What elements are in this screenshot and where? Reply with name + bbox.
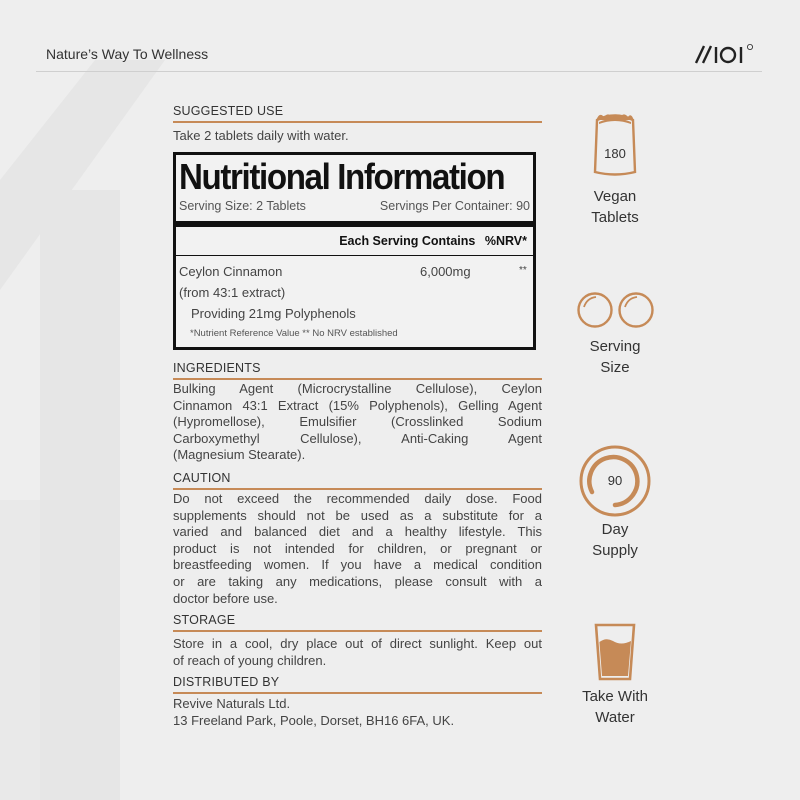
suggested-use-title: SUGGESTED USE (173, 104, 284, 118)
caution-divider (173, 488, 542, 490)
serving-size-label-line2: Size (600, 359, 630, 376)
pouch-icon (591, 110, 639, 178)
dial-icon (578, 444, 652, 518)
distributed-by-divider (173, 692, 542, 694)
vegan-tablets-label-line2: Tablets (591, 209, 639, 226)
ingredient-name: Ceylon Cinnamon (179, 264, 283, 279)
product-info-panel (173, 0, 543, 800)
day-supply-label (565, 519, 665, 561)
caution-line: product is not intended for children, or pregnant or (173, 540, 542, 556)
serving-size: Serving Size: 2 Tablets (179, 199, 306, 213)
each-serving-label: Each Serving Contains (339, 234, 476, 248)
ingredients-text (173, 381, 542, 464)
take-with-water-label-line2: Water (595, 709, 635, 726)
vegan-tablets-label (565, 186, 665, 228)
nutrition-title: Nutritional Information (179, 156, 505, 197)
storage-title: STORAGE (173, 613, 236, 627)
caution-title: CAUTION (173, 471, 231, 485)
brand-logo (694, 42, 758, 66)
caution-line: varied and balanced diet and a healthy lifestyle. This (173, 524, 542, 540)
servings-per-container: Servings Per Container: 90 (379, 199, 530, 213)
distributor-street: 13 Freeland Park, Poole, Dorset, BH16 6FA, UK. (173, 712, 455, 728)
nrv-header: %NRV* (484, 234, 527, 248)
take-with-water-label-line1: Take With (582, 688, 648, 705)
take-with-water-label (565, 686, 665, 728)
tagline: Nature’s Way To Wellness (46, 46, 209, 62)
storage-line: Store in a cool, dry place out of direct sunlight. Keep out (173, 636, 542, 651)
pouch-count: 180 (604, 146, 626, 161)
storage-text (173, 636, 542, 669)
ingredients-line: Bulking Agent (Microcrystalline Cellulose), Ceylon (173, 381, 542, 396)
suggested-use-divider (173, 121, 542, 123)
storage-line: of reach of young children. (173, 652, 327, 668)
each-serving-header (339, 234, 527, 248)
nutrition-thin-divider (176, 255, 533, 256)
suggested-use-text: Take 2 tablets daily with water. (173, 128, 349, 143)
caution-line: doctor before use. (173, 590, 278, 606)
ingredients-line: (Magnesium Stearate). (173, 447, 306, 463)
distributor-name: Revive Naturals Ltd. (173, 696, 291, 711)
serving-size-label (565, 336, 665, 378)
caution-line: or are taking any medications, please consult with a (173, 573, 542, 589)
ingredient-source: (from 43:1 extract) (179, 285, 286, 300)
nrv-footnote: *Nutrient Reference Value ** No NRV established (190, 328, 398, 339)
ingredients-line: Cinnamon 43:1 Extract (15% Polyphenols), Gelling Agent (173, 397, 542, 413)
caution-line: supplements should not be used as a substitute for a (173, 507, 542, 523)
ingredient-providing: Providing 21mg Polyphenols (191, 306, 356, 321)
nutrition-thick-divider (176, 221, 533, 227)
ingredients-title: INGREDIENTS (173, 361, 261, 375)
storage-divider (173, 630, 542, 632)
distributor-address (173, 696, 542, 729)
day-supply-label-line1: Day (601, 521, 629, 538)
day-supply-label-line2: Supply (592, 542, 638, 559)
distributed-by-title: DISTRIBUTED BY (173, 675, 280, 689)
two-tablets-icon (577, 290, 655, 330)
vegan-tablets-label-line1: Vegan (593, 188, 637, 205)
ingredient-nrv: ** (519, 265, 527, 276)
caution-line: breastfeeding women. If you have a medical condition (173, 557, 542, 573)
caution-text (173, 491, 542, 607)
water-glass-icon (593, 622, 637, 682)
serving-size-label-line1: Serving (589, 338, 641, 355)
ingredient-amount: 6,000mg (420, 264, 471, 279)
ingredients-line: (Hypromellose), Emulsifier (Crosslinked Sodium (173, 414, 542, 430)
nutrition-facts-box (173, 152, 536, 350)
ingredients-divider (173, 378, 542, 380)
dial-count: 90 (607, 473, 623, 488)
caution-line: Do not exceed the recommended daily dose. Food (173, 491, 542, 506)
ingredients-line: Carboxymethyl Cellulose), Anti-Caking Agent (173, 430, 542, 446)
